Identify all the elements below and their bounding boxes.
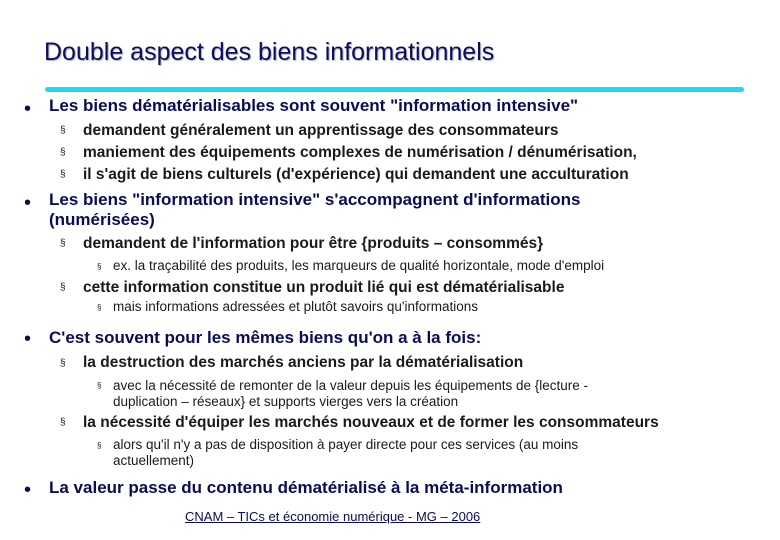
bullet-a3: il s'agit de biens culturels (d'expérience) qui demandent une acculturation <box>83 166 629 183</box>
bullet-c2a-line2: actuellement) <box>113 453 195 468</box>
sub-bullet-marker: § <box>60 125 66 136</box>
sub-sub-bullet-marker: § <box>97 381 102 390</box>
slide-footer: CNAM – TICs et économie numérique - MG – 2006 <box>185 509 481 524</box>
bullet-c: C'est souvent pour les mêmes biens qu'on a à la fois: <box>49 328 482 347</box>
sub-sub-bullet-marker: § <box>97 262 102 271</box>
bullet-a: Les biens dématérialisables sont souvent "information intensive" <box>49 96 579 115</box>
sub-sub-bullet-marker: § <box>97 441 102 450</box>
bullet-b1a: ex. la traçabilité des produits, les marqueurs de qualité horizontale, mode d'emploi <box>113 258 605 273</box>
bullet-dot: • <box>24 192 32 214</box>
sub-bullet-marker: § <box>60 169 66 180</box>
bullet-b2: cette information constitue un produit lié qui est dématérialisable <box>83 279 565 296</box>
bullet-dot: • <box>24 328 32 350</box>
sub-bullet-marker: § <box>60 238 66 249</box>
sub-sub-bullet-marker: § <box>97 303 102 312</box>
bullet-a2: maniement des équipements complexes de numérisation / dénumérisation, <box>83 144 637 161</box>
bullet-d: La valeur passe du contenu dématérialisé à la méta-information <box>49 478 563 497</box>
bullet-b-line1: Les biens "information intensive" s'accompagnent d'informations <box>49 190 581 209</box>
bullet-c1: la destruction des marchés anciens par la dématérialisation <box>83 354 524 371</box>
bullet-dot: • <box>24 98 32 120</box>
bullet-a1: demandent généralement un apprentissage des consommateurs <box>83 122 559 139</box>
bullet-c2: la nécessité d'équiper les marchés nouveaux et de former les consommateurs <box>83 414 659 431</box>
bullet-b2a: mais informations adressées et plutôt savoirs qu'informations <box>113 299 478 314</box>
bullet-b1: demandent de l'information pour être {produits – consommés} <box>83 235 544 252</box>
bullet-dot: • <box>24 479 32 501</box>
sub-bullet-marker: § <box>60 147 66 158</box>
bullet-c2a-line1: alors qu'il n'y a pas de disposition à payer directe pour ces services (au moins <box>113 437 579 452</box>
sub-bullet-marker: § <box>60 358 66 369</box>
sub-bullet-marker: § <box>60 282 66 293</box>
slide-title: Double aspect des biens informationnels <box>44 38 495 66</box>
sub-bullet-marker: § <box>60 417 66 428</box>
bullet-c1a-line2: duplication – réseaux} et supports vierges vers la création <box>113 394 459 409</box>
bullet-c1a-line1: avec la nécessité de remonter de la valeur depuis les équipements de {lecture - <box>113 378 589 393</box>
title-underline <box>45 87 744 92</box>
bullet-b-line2: (numérisées) <box>49 210 155 229</box>
